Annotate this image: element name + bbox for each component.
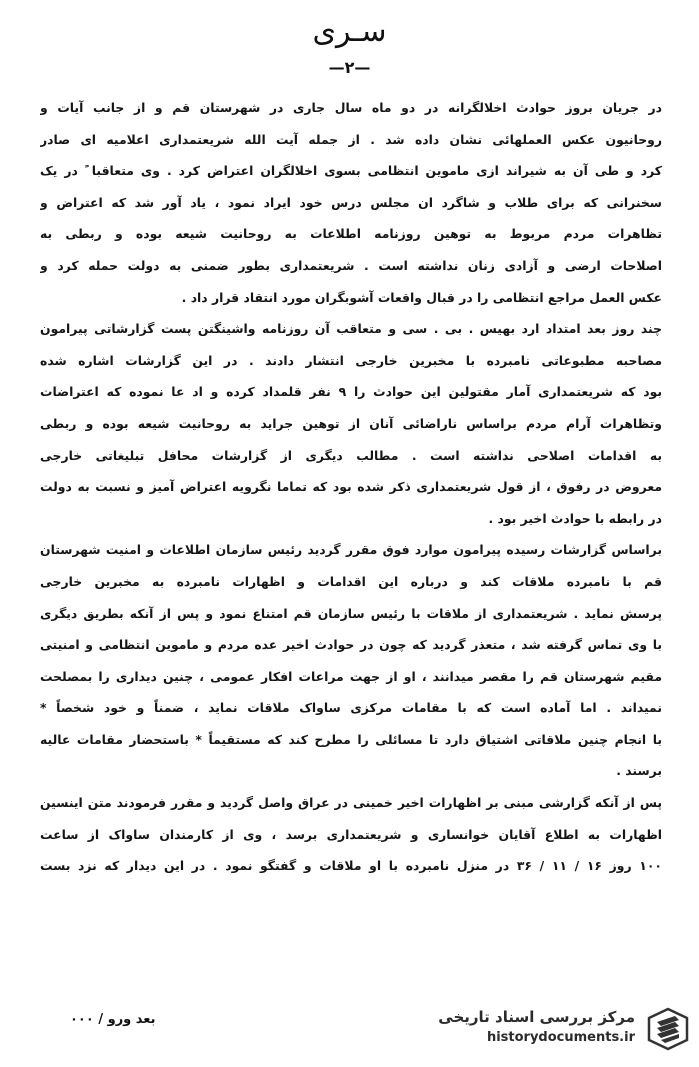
text-line: چند روز بعد امتداد ارد بهیس . بی . سی و متعاقب آن روزنامه واشینگتن پست گزارشاتی پیرامون	[40, 321, 662, 337]
text-line: ۱۰۰ روز ۱۶ / ۱۱ / ۳۶ در منزل نامبرده با او ملاقات و گفتگو نمود . در این دیدار که نزد بست	[40, 858, 662, 874]
archive-name: مرکز بررسی اسناد تاریخی	[438, 1008, 635, 1026]
text-line: وتظاهرات آرام مردم براساس ناراضائی آنان از توهین جراید به روحانیت شیعه بوده و ربطی	[40, 415, 662, 431]
text-line: به اقدامات اصلاحی نداشته است . مطالب دیگری از گزارشات محافل تبلیغاتی خارجی	[40, 447, 662, 463]
classification-heading: سـری	[312, 14, 387, 49]
text-line: معروض در رفوق ، از قول شریعتمداری ذکر شده بود که تماما نگرویه اعتراض آمیز و نسبت به دولت	[40, 479, 662, 495]
archive-watermark	[411, 1004, 691, 1054]
document-body	[40, 92, 662, 882]
archive-logo-icon	[645, 1006, 691, 1052]
text-line: روحانیون عکس العملهائی نشان داده شد . از جمله آیت الله شریعتمداری اعلامیه ای صادر	[40, 131, 662, 147]
text-line: مصاحبه مطبوعاتی نامبرده با مخبرین خارجی انتشار دادند . در این گزارشات اشاره شده	[40, 352, 662, 368]
text-line: سخنرانی که برای طلاب و شاگرد ان مجلس درس خود ایراد نمود ، یاد آور شد که اعتراض و	[40, 194, 662, 210]
text-line: اصلاحات ارضی و آزادی زنان نداشته است . شریعتمداری بطور ضمنی به دولت حمله کرد و	[40, 257, 662, 273]
text-line: عکس العمل مراجع انتظامی را در قبال واقعات آشوبگران مورد انتقاد قرار داد .	[181, 289, 662, 305]
page-number: —۲—	[328, 58, 371, 77]
text-line: مقیم شهرستان قم را مقصر میدانند ، او از جهت مراعات افکار عمومی ، چنین دیداری را بمصلحت	[40, 668, 662, 684]
archive-url: historydocuments.ir	[486, 1030, 635, 1045]
text-line: با وی تماس گرفته شد ، متعذر گردید که چون در حوادث اخیر عده مردم و ماموین انتظامی و امنیتی	[40, 637, 662, 653]
continuation-note: بعد ورو / ۰۰۰	[70, 1012, 156, 1027]
text-line: در جریان بروز حوادث اخلالگرانه در دو ماه سال جاری در شهرستان قم و از جانب آیات و	[40, 100, 662, 115]
text-line: قم با نامبرده ملاقات کند و درباره این اقدامات و اظهارات نامبرده به مخبرین خارجی	[40, 573, 662, 589]
text-line: پس از آنکه گزارشی مبنی بر اظهارات اخیر خمینی در عراق واصل گردید و مقرر فرمودند متن اینسین	[40, 795, 662, 811]
text-line: پرسش نماید . شریعتمداری از ملاقات با رئیس سازمان قم امتناع نمود و پس از آنکه بطریق دیگری	[40, 605, 662, 621]
text-line: برسند .	[616, 763, 662, 779]
text-line: براساس گزارشات رسیده پیرامون موارد فوق مقرر گردید رئیس سازمان اطلاعات و امنیت شهرستان	[40, 542, 662, 558]
text-line: کرد و طی آن به شیراند ازی ماموین انتظامی بسوی اخلالگران اعتراض کرد . وی متعاقبا ً در یک	[40, 163, 662, 179]
text-line: نمیداند . اما آماده است که با مقامات مرکزی ساواک ملاقات نماید ، ضمناً و خود شخصاً *	[40, 700, 662, 716]
text-line: با انجام چنین ملاقاتی اشتیاق دارد تا مسائلی را مطرح کند که مستقیماً * باستحضار مقامات عالیه	[40, 731, 662, 747]
text-line: بود که شریعتمداری آمار مقتولین این حوادث را ۹ نفر قلمداد کرده و اد عا نموده که اعتراضات	[40, 384, 662, 400]
text-line: اظهارات به اطلاع آقایان خوانساری و شریعتمداری برسد ، وی از کارمندان ساواک از ساعت	[40, 826, 662, 842]
text-line: در رابطه با حوادث اخیر بود .	[488, 510, 662, 526]
text-line: تظاهرات مردم مربوط به توهین روزنامه اطلاعات به روحانیت شیعه بوده و ربطی به	[40, 226, 662, 242]
